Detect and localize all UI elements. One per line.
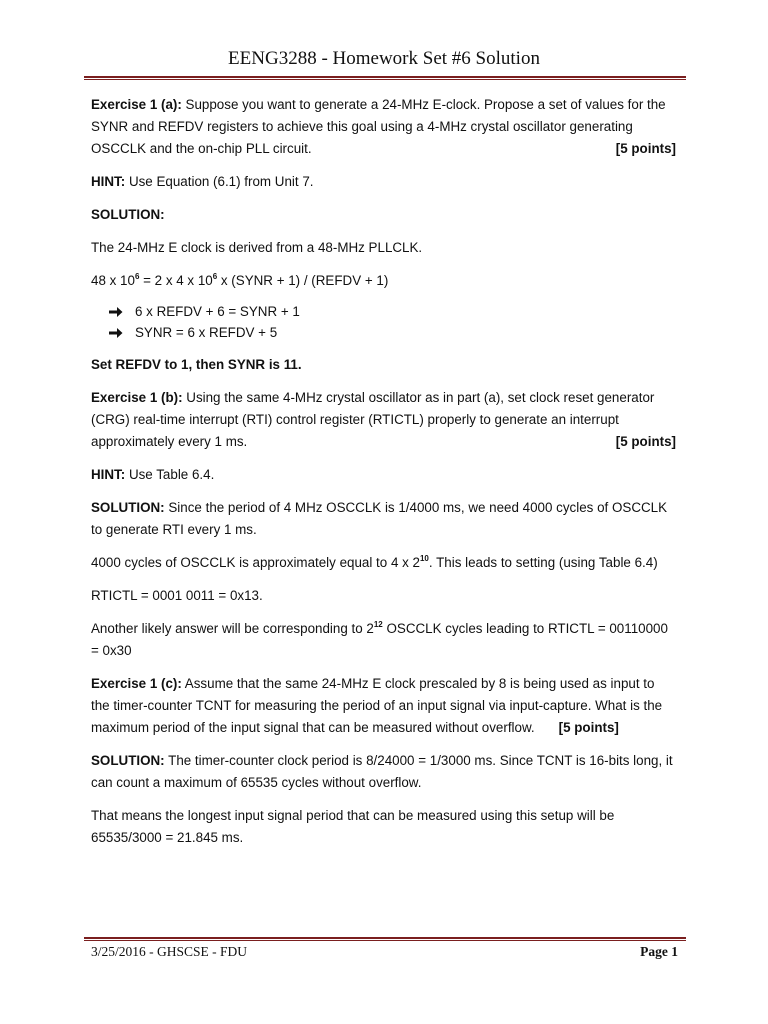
alternative-text: Another likely answer will be corresponding to 2: [91, 621, 374, 636]
solution-label: SOLUTION:: [91, 500, 165, 515]
exercise-1b-label: Exercise 1 (b):: [91, 390, 183, 405]
equation-exponent: 6: [212, 272, 218, 281]
page-number: Page 1: [640, 944, 678, 959]
footer-date: 3/25/2016 - GHSCSE - FDU: [91, 944, 248, 959]
document-body: [91, 94, 676, 860]
alternative-exponent: 12: [373, 620, 383, 629]
equation-part: 48 x 10: [91, 273, 135, 288]
cycles-text: 4000 cycles of OSCCLK is approximately equal to 4 x 2: [91, 555, 420, 570]
derivation-steps: [109, 301, 676, 343]
exercise-1a-conclusion: [91, 354, 676, 376]
solution-text: The timer-counter clock period is 8/24000 = 1/3000 ms. Since TCNT is 16-bits long, it can count a maximum of 65535 cycles without overflow.: [91, 753, 673, 790]
hint-text: Use Table 6.4.: [125, 467, 215, 482]
exercise-1b-alternative: [91, 618, 676, 662]
footer-rule: [84, 937, 686, 941]
exercise-1c-text: Assume that the same 24-MHz E clock prescaled by 8 is being used as input to the timer-counter TCNT for measuring the period of an input signal via input-capture. What is the maximum period of the input signal that can be measured without overflow.: [91, 676, 663, 735]
solution-label: SOLUTION:: [91, 207, 165, 222]
exercise-1b-text: Using the same 4-MHz crystal oscillator as in part (a), set clock reset generator (CRG) real-time interrupt (RTI) control register (RTICTL) properly to generate an interrupt approximately every 1 ms.: [91, 390, 655, 449]
list-item: [109, 322, 676, 343]
exercise-1a-prompt: [91, 94, 676, 160]
step-text: SYNR = 6 x REFDV + 5: [135, 325, 278, 340]
exercise-1c-prompt: [91, 673, 676, 739]
cycles-exponent: 10: [419, 554, 429, 563]
hint-label: HINT:: [91, 467, 126, 482]
solution-text: Since the period of 4 MHz OSCCLK is 1/4000 ms, we need 4000 cycles of OSCCLK to generate RTI every 1 ms.: [91, 500, 668, 537]
exercise-1a-text: Suppose you want to generate a 24-MHz E-clock. Propose a set of values for the SYNR and REFDV registers to achieve this goal using a 4-MHz crystal oscillator generating OSCCLK and the on-chip PLL circuit.: [91, 97, 666, 156]
equation-part: x (SYNR + 1) / (REFDV + 1): [217, 273, 389, 288]
exercise-1a-points: [5 points]: [615, 141, 676, 156]
exercise-1a-equation: [91, 270, 676, 292]
equation-part: = 2 x 4 x 10: [139, 273, 213, 288]
hint-text: Use Equation (6.1) from Unit 7.: [125, 174, 314, 189]
exercise-1a-derived: The 24-MHz E clock is derived from a 48-MHz PLLCLK.: [91, 240, 423, 255]
conclusion-text: Set REFDV to 1, then SYNR is 11.: [91, 357, 302, 372]
exercise-1c-longest: That means the longest input signal period that can be measured using this setup will be 65535/3000 = 21.845 ms.: [91, 808, 615, 845]
exercise-1c-points: [5 points]: [558, 720, 619, 735]
list-item: [109, 301, 676, 322]
solution-label: SOLUTION:: [91, 753, 165, 768]
cycles-text: . This leads to setting (using Table 6.4): [428, 555, 658, 570]
hint-label: HINT:: [91, 174, 126, 189]
exercise-1a-solution-heading: [91, 204, 676, 226]
exercise-1c-solution: [91, 750, 676, 794]
exercise-1b-prompt: [91, 387, 676, 453]
exercise-1b-solution: [91, 497, 676, 541]
step-text: 6 x REFDV + 6 = SYNR + 1: [135, 304, 300, 319]
page-title: EENG3288 - Homework Set #6 Solution: [228, 48, 540, 69]
exercise-1b-cycles: [91, 552, 676, 574]
exercise-1b-rtictl: RTICTL = 0001 0011 = 0x13.: [91, 588, 263, 603]
header-rule: [84, 76, 686, 80]
alternative-text: OSCCLK cycles leading to RTICTL = 00110000 = 0x30: [91, 621, 668, 658]
exercise-1a-hint: [91, 171, 676, 193]
exercise-1b-points: [5 points]: [615, 434, 676, 449]
equation-exponent: 6: [134, 272, 140, 281]
exercise-1a-label: Exercise 1 (a):: [91, 97, 182, 112]
exercise-1c-label: Exercise 1 (c):: [91, 676, 182, 691]
arrow-right-icon: [109, 306, 135, 318]
arrow-right-icon: [109, 327, 135, 339]
exercise-1b-hint: [91, 464, 676, 486]
